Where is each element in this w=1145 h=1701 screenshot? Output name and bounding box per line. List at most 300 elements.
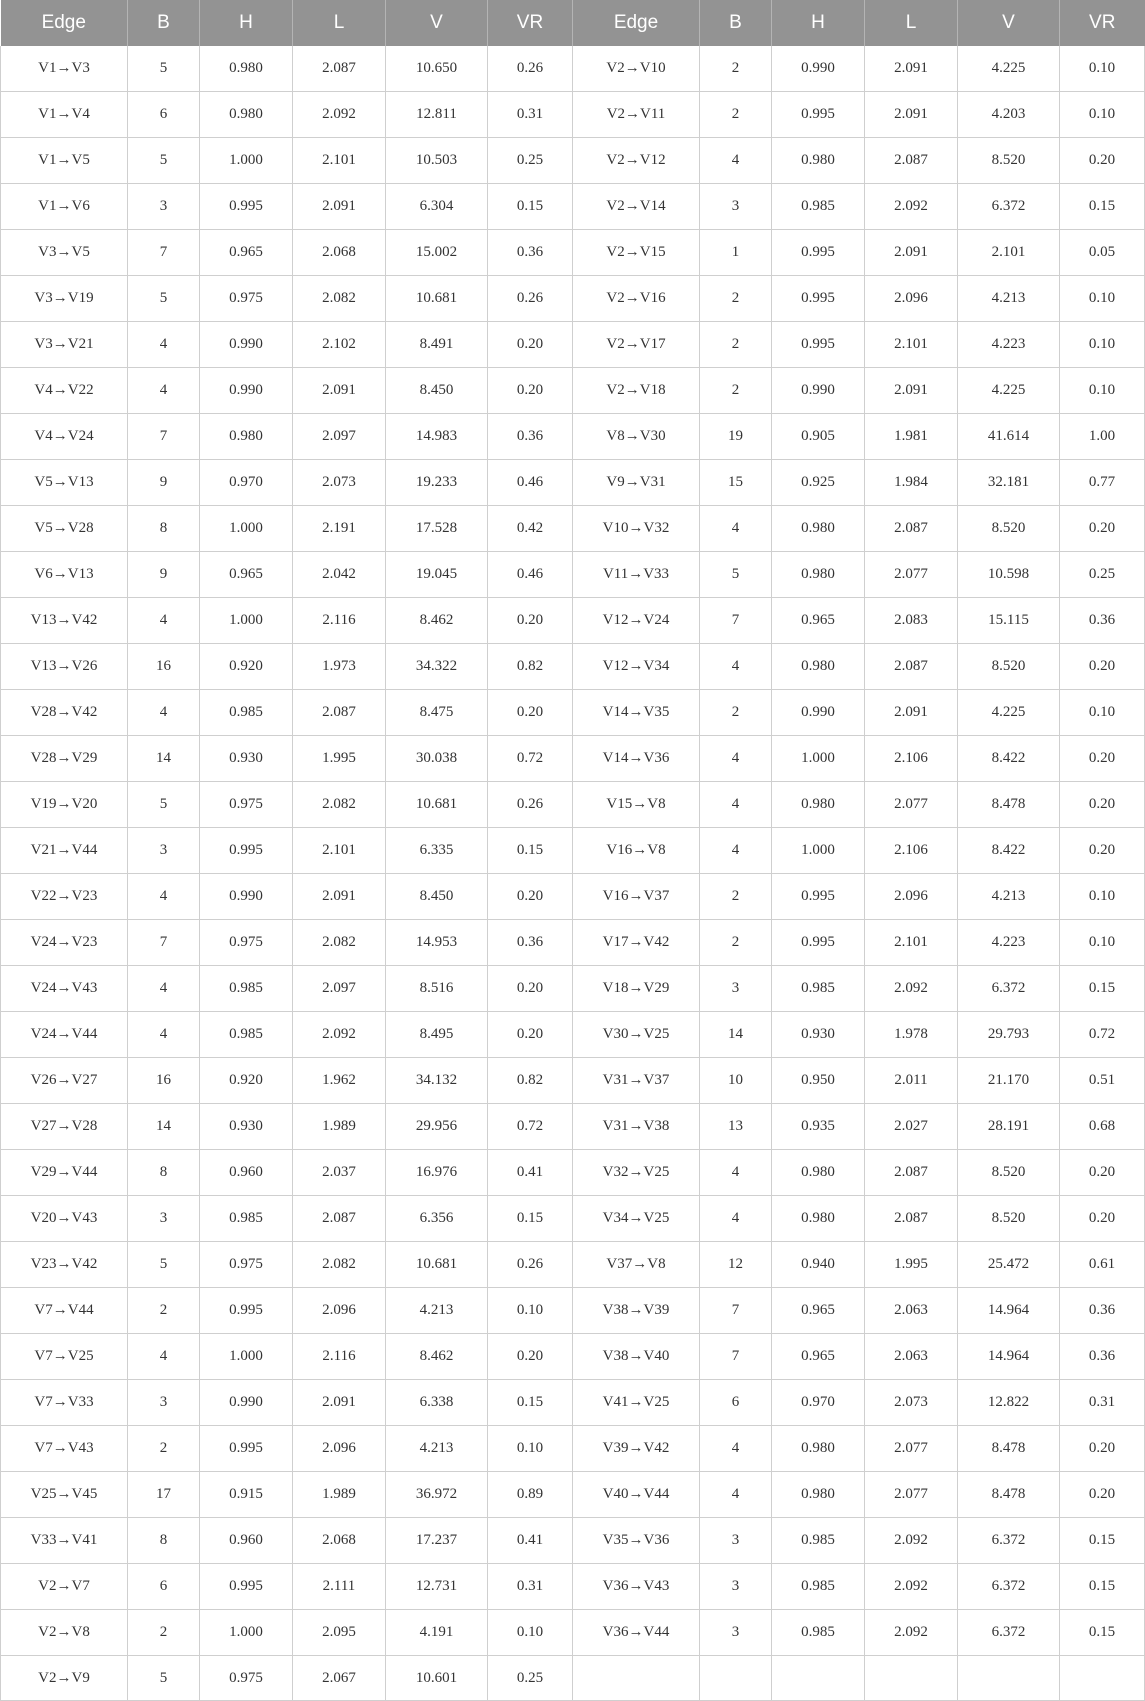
table-cell-v: 4.223 [958,322,1060,368]
table-row [1,966,1145,1012]
table-cell-l: 2.111 [293,1564,386,1610]
table-cell-v: 8.475 [386,690,488,736]
table-cell-vr: 0.31 [488,92,573,138]
table-cell-edge: V38→V39 [573,1288,700,1334]
table-row [1,46,1145,92]
table-cell-edge: V1→V6 [1,184,128,230]
table-cell-l: 1.989 [293,1472,386,1518]
table-cell-v: 6.372 [958,1610,1060,1656]
table-cell-b: 14 [128,1104,200,1150]
column-header-l-right: L [865,0,958,46]
table-cell-vr: 0.15 [488,1380,573,1426]
table-cell-v: 8.520 [958,1150,1060,1196]
table-row [1,690,1145,736]
table-cell-l: 2.091 [293,1380,386,1426]
table-cell-l: 1.981 [865,414,958,460]
table-cell-edge: V2→V18 [573,368,700,414]
table-cell-b: 2 [128,1426,200,1472]
table-cell-vr: 1.00 [1060,414,1145,460]
table-row [1,1564,1145,1610]
table-cell-l: 2.087 [293,46,386,92]
table-cell-l: 2.082 [293,920,386,966]
table-cell-h: 0.980 [772,552,865,598]
table-cell-v: 10.601 [386,1656,488,1701]
table-cell-b: 3 [700,966,772,1012]
table-cell-v: 4.225 [958,46,1060,92]
table-cell-l: 2.063 [865,1288,958,1334]
table-cell-h: 0.965 [772,1288,865,1334]
table-cell-l: 1.984 [865,460,958,506]
table-cell-b: 4 [700,138,772,184]
table-cell-b: 4 [128,322,200,368]
table-cell-l: 2.073 [865,1380,958,1426]
table-cell-edge: V2→V14 [573,184,700,230]
table-cell-l: 1.995 [293,736,386,782]
table-cell-vr: 0.10 [1060,920,1145,966]
table-cell-b: 4 [700,1426,772,1472]
table-cell-edge: V38→V40 [573,1334,700,1380]
table-cell-v: 30.038 [386,736,488,782]
table-cell-vr: 0.15 [1060,1610,1145,1656]
table-cell-v: 4.225 [958,690,1060,736]
table-cell-l: 2.091 [865,368,958,414]
table-cell-v: 8.520 [958,644,1060,690]
table-cell-l: 2.091 [293,368,386,414]
table-cell-b: 16 [128,1058,200,1104]
table-cell-vr: 0.82 [488,1058,573,1104]
table-cell-l: 2.091 [293,874,386,920]
table-cell-vr: 0.15 [1060,1518,1145,1564]
table-cell-edge: V4→V24 [1,414,128,460]
table-cell-v: 4.213 [386,1288,488,1334]
table-cell-b: 5 [128,1656,200,1701]
table-cell-h: 0.970 [772,1380,865,1426]
table-cell-edge: V2→V11 [573,92,700,138]
table-cell-v: 17.528 [386,506,488,552]
table-cell-vr: 0.41 [488,1518,573,1564]
table-cell-b: 6 [128,1564,200,1610]
table-cell-h: 0.960 [200,1150,293,1196]
table-cell-vr: 0.20 [488,322,573,368]
table-cell-edge: V18→V29 [573,966,700,1012]
table-cell-v: 29.793 [958,1012,1060,1058]
table-row [1,828,1145,874]
table-cell-edge: V2→V7 [1,1564,128,1610]
table-cell-h: 0.965 [200,552,293,598]
column-header-vr-right: VR [1060,0,1145,46]
table-cell-b: 4 [700,1150,772,1196]
table-cell-edge: V32→V25 [573,1150,700,1196]
table-cell-b: 4 [700,1472,772,1518]
table-cell-b: 14 [128,736,200,782]
table-cell-vr: 0.20 [1060,1426,1145,1472]
table-cell-edge: V2→V10 [573,46,700,92]
table-cell-l: 2.087 [865,506,958,552]
table-cell-h: 0.985 [200,690,293,736]
table-cell-b: 16 [128,644,200,690]
table-cell-vr: 0.20 [1060,1196,1145,1242]
table-cell-v: 12.811 [386,92,488,138]
table-cell-v: 8.478 [958,1472,1060,1518]
table-cell-edge: V1→V3 [1,46,128,92]
table-cell-l: 2.102 [293,322,386,368]
table-row [1,874,1145,920]
table-cell-edge: V1→V5 [1,138,128,184]
table-cell-l: 2.011 [865,1058,958,1104]
table-cell-edge: V36→V44 [573,1610,700,1656]
table-cell-b: 8 [128,1518,200,1564]
table-cell-l: 1.978 [865,1012,958,1058]
table-cell-h: 0.965 [200,230,293,276]
table-cell-l: 2.095 [293,1610,386,1656]
table-cell-v: 15.115 [958,598,1060,644]
table-cell-v: 8.520 [958,1196,1060,1242]
table-cell-b: 7 [700,598,772,644]
table-cell-h: 0.990 [200,1380,293,1426]
table-cell-vr: 0.10 [488,1426,573,1472]
table-cell-b: 3 [128,1380,200,1426]
table-cell-v: 6.304 [386,184,488,230]
table-cell-edge: V24→V43 [1,966,128,1012]
table-cell-l: 2.092 [293,92,386,138]
table-cell-vr: 0.51 [1060,1058,1145,1104]
table-cell-b: 4 [128,1012,200,1058]
table-cell-h: 1.000 [772,828,865,874]
table-cell-b: 2 [128,1610,200,1656]
column-header-h-left: H [200,0,293,46]
table-cell-b: 7 [128,414,200,460]
table-cell-l: 2.097 [293,414,386,460]
table-cell-h: 0.980 [772,138,865,184]
table-cell-l: 2.068 [293,230,386,276]
table-cell-h: 0.970 [200,460,293,506]
table-cell-l: 2.092 [293,1012,386,1058]
table-cell-edge: V7→V33 [1,1380,128,1426]
table-cell-b: 7 [700,1288,772,1334]
table-cell-v: 10.681 [386,276,488,322]
table-cell-h: 0.990 [772,46,865,92]
table-cell-vr: 0.41 [488,1150,573,1196]
table-cell-l: 2.091 [865,92,958,138]
table-cell-l: 2.092 [865,1564,958,1610]
table-cell-b: 4 [700,782,772,828]
table-cell-vr: 0.10 [1060,690,1145,736]
table-cell-vr: 0.26 [488,276,573,322]
table-cell-l: 2.042 [293,552,386,598]
table-cell-vr: 0.89 [488,1472,573,1518]
table-cell-edge: V2→V8 [1,1610,128,1656]
table-cell-edge: V4→V22 [1,368,128,414]
table-cell-l: 2.096 [865,276,958,322]
table-cell-h [772,1656,865,1701]
table-cell-b: 4 [700,506,772,552]
table-cell-l: 2.097 [293,966,386,1012]
table-cell-vr: 0.26 [488,1242,573,1288]
table-cell-v: 14.953 [386,920,488,966]
table-cell-l: 2.092 [865,184,958,230]
table-cell-vr: 0.36 [1060,1288,1145,1334]
table-cell-l: 2.077 [865,1472,958,1518]
table-cell-v: 4.223 [958,920,1060,966]
table-cell-l: 2.087 [293,1196,386,1242]
table-cell-v: 12.822 [958,1380,1060,1426]
table-cell-b: 4 [700,1196,772,1242]
table-cell-b: 12 [700,1242,772,1288]
table-cell-h: 0.985 [200,966,293,1012]
table-cell-h: 0.985 [200,1196,293,1242]
table-header [1,0,1145,46]
table-cell-h: 0.990 [200,874,293,920]
table-row [1,644,1145,690]
table-row [1,1334,1145,1380]
table-cell-b: 7 [700,1334,772,1380]
table-cell-h: 0.975 [200,920,293,966]
table-cell-h: 0.980 [772,506,865,552]
table-cell-vr: 0.20 [488,690,573,736]
column-header-v-right: V [958,0,1060,46]
table-cell-h: 0.930 [200,1104,293,1150]
table-cell-v: 8.478 [958,1426,1060,1472]
table-cell-l: 2.067 [293,1656,386,1701]
table-cell-h: 0.995 [200,1426,293,1472]
table-cell-edge: V2→V17 [573,322,700,368]
table-body [1,46,1145,1701]
table-cell-vr: 0.20 [1060,644,1145,690]
table-cell-b: 14 [700,1012,772,1058]
table-cell-edge: V17→V42 [573,920,700,966]
table-cell-b: 2 [700,46,772,92]
table-cell-v: 4.213 [386,1426,488,1472]
table-cell-v: 32.181 [958,460,1060,506]
table-cell-l: 2.101 [293,828,386,874]
table-cell-v: 6.335 [386,828,488,874]
table-cell-b: 8 [128,506,200,552]
table-cell-b: 3 [128,828,200,874]
table-cell-v: 29.956 [386,1104,488,1150]
table-cell-vr: 0.36 [488,414,573,460]
table-cell-v: 36.972 [386,1472,488,1518]
table-cell-b: 4 [128,966,200,1012]
table-cell-vr: 0.15 [488,828,573,874]
table-cell-edge: V15→V8 [573,782,700,828]
column-header-h-right: H [772,0,865,46]
table-cell-v: 8.450 [386,874,488,920]
table-cell-b: 4 [700,736,772,782]
table-cell-edge: V21→V44 [1,828,128,874]
table-cell-v: 25.472 [958,1242,1060,1288]
table-cell-vr: 0.10 [488,1610,573,1656]
table-cell-b: 2 [700,92,772,138]
table-cell-h: 1.000 [200,138,293,184]
table-cell-h: 0.985 [772,1518,865,1564]
table-cell-edge: V11→V33 [573,552,700,598]
table-cell-h: 0.985 [200,1012,293,1058]
table-cell-h: 0.985 [772,1610,865,1656]
table-cell-vr: 0.36 [488,230,573,276]
table-cell-b: 2 [700,276,772,322]
table-cell-l: 2.191 [293,506,386,552]
table-cell-v: 8.462 [386,598,488,644]
table-cell-l: 1.973 [293,644,386,690]
table-cell-h: 0.980 [772,782,865,828]
table-cell-b: 3 [700,1518,772,1564]
table-cell-l: 2.082 [293,276,386,322]
table-cell-b: 9 [128,460,200,506]
table-cell-b: 7 [128,230,200,276]
table-cell-h: 0.950 [772,1058,865,1104]
table-row [1,1012,1145,1058]
table-cell-v: 10.650 [386,46,488,92]
table-cell-b: 5 [128,1242,200,1288]
table-cell-vr: 0.72 [488,1104,573,1150]
table-cell-vr: 0.36 [1060,598,1145,644]
table-cell-h: 0.995 [200,1564,293,1610]
table-cell-h: 0.940 [772,1242,865,1288]
table-cell-b: 9 [128,552,200,598]
table-cell-h: 0.975 [200,276,293,322]
table-cell-h: 0.915 [200,1472,293,1518]
table-cell-v: 4.191 [386,1610,488,1656]
table-cell-edge: V8→V30 [573,414,700,460]
table-cell-l: 2.092 [865,1610,958,1656]
table-cell-b: 4 [128,598,200,644]
table-cell-vr: 0.31 [488,1564,573,1610]
table-cell-edge: V22→V23 [1,874,128,920]
table-row [1,1472,1145,1518]
table-cell-h: 0.995 [772,92,865,138]
table-cell-vr: 0.05 [1060,230,1145,276]
table-cell-l: 2.092 [865,1518,958,1564]
table-cell-vr: 0.26 [488,46,573,92]
table-cell-vr: 0.20 [1060,736,1145,782]
table-cell-edge: V30→V25 [573,1012,700,1058]
table-cell-edge: V34→V25 [573,1196,700,1242]
table-cell-v: 14.964 [958,1288,1060,1334]
table-cell-l: 2.092 [865,966,958,1012]
table-cell-v: 8.478 [958,782,1060,828]
table-row [1,1288,1145,1334]
table-cell-v: 8.491 [386,322,488,368]
table-row [1,920,1145,966]
table-cell-edge: V3→V5 [1,230,128,276]
table-cell-edge: V25→V45 [1,1472,128,1518]
table-row [1,1518,1145,1564]
table-cell-vr: 0.15 [488,1196,573,1242]
table-cell-h: 0.995 [772,322,865,368]
table-cell-h: 0.995 [200,1288,293,1334]
table-cell-edge: V7→V43 [1,1426,128,1472]
header-row [1,0,1145,46]
table-cell-b: 4 [128,368,200,414]
table-cell-h: 0.980 [200,46,293,92]
table-cell-v: 8.462 [386,1334,488,1380]
table-cell-edge: V19→V20 [1,782,128,828]
table-cell-h: 0.975 [200,782,293,828]
table-cell-vr: 0.10 [1060,322,1145,368]
table-cell-vr: 0.25 [488,1656,573,1701]
table-cell-edge: V12→V24 [573,598,700,644]
table-cell-h: 1.000 [200,598,293,644]
table-cell-l: 2.091 [865,230,958,276]
table-cell-vr: 0.20 [488,874,573,920]
table-cell-h: 0.980 [200,92,293,138]
table-row [1,460,1145,506]
table-cell-vr: 0.20 [488,1012,573,1058]
table-cell-h: 0.980 [772,1426,865,1472]
table-cell-b: 2 [700,920,772,966]
table-cell-b: 13 [700,1104,772,1150]
table-cell-l: 2.106 [865,736,958,782]
table-cell-v: 6.372 [958,1518,1060,1564]
table-cell-b: 6 [700,1380,772,1426]
table-row [1,230,1145,276]
table-cell-l: 2.083 [865,598,958,644]
table-cell-edge: V27→V28 [1,1104,128,1150]
table-cell-edge: V7→V25 [1,1334,128,1380]
table-cell-b: 19 [700,414,772,460]
table-cell-b: 3 [128,184,200,230]
table-cell-h: 0.930 [200,736,293,782]
table-cell-vr: 0.82 [488,644,573,690]
table-row [1,736,1145,782]
column-header-edge-left: Edge [1,0,128,46]
table-cell-edge: V3→V21 [1,322,128,368]
table-cell-h: 0.985 [772,966,865,1012]
table-cell-vr: 0.10 [1060,46,1145,92]
table-cell-h: 0.980 [772,644,865,690]
table-cell-edge: V13→V26 [1,644,128,690]
table-row [1,368,1145,414]
table-cell-l: 2.096 [293,1288,386,1334]
table-cell-vr: 0.15 [1060,184,1145,230]
table-cell-b: 2 [128,1288,200,1334]
table-cell-vr: 0.15 [488,184,573,230]
table-cell-l: 2.106 [865,828,958,874]
table-cell-h: 0.990 [772,368,865,414]
table-cell-vr: 0.10 [488,1288,573,1334]
table-cell-b: 15 [700,460,772,506]
table-cell-b: 2 [700,322,772,368]
table-cell-b: 3 [128,1196,200,1242]
table-cell-edge: V33→V41 [1,1518,128,1564]
table-cell-l: 2.101 [865,920,958,966]
table-cell-v: 12.731 [386,1564,488,1610]
table-cell-vr: 0.20 [1060,1150,1145,1196]
table-cell-h: 0.995 [772,276,865,322]
table-cell-b: 10 [700,1058,772,1104]
table-cell-edge: V23→V42 [1,1242,128,1288]
table-cell-l: 2.077 [865,782,958,828]
table-cell-vr: 0.20 [488,1334,573,1380]
table-cell-b: 2 [700,368,772,414]
table-row [1,598,1145,644]
table-cell-b: 4 [700,828,772,874]
table-cell-b: 5 [128,276,200,322]
table-cell-h: 0.990 [200,368,293,414]
table-cell-h: 1.000 [200,506,293,552]
table-cell-edge: V7→V44 [1,1288,128,1334]
table-cell-edge: V28→V42 [1,690,128,736]
table-cell-h: 0.935 [772,1104,865,1150]
table-row [1,1150,1145,1196]
table-cell-vr: 0.31 [1060,1380,1145,1426]
table-cell-edge: V37→V8 [573,1242,700,1288]
table-cell-l: 2.082 [293,782,386,828]
table-cell-vr [1060,1656,1145,1701]
table-cell-l: 2.087 [865,644,958,690]
table-cell-edge [573,1656,700,1701]
column-header-v-left: V [386,0,488,46]
